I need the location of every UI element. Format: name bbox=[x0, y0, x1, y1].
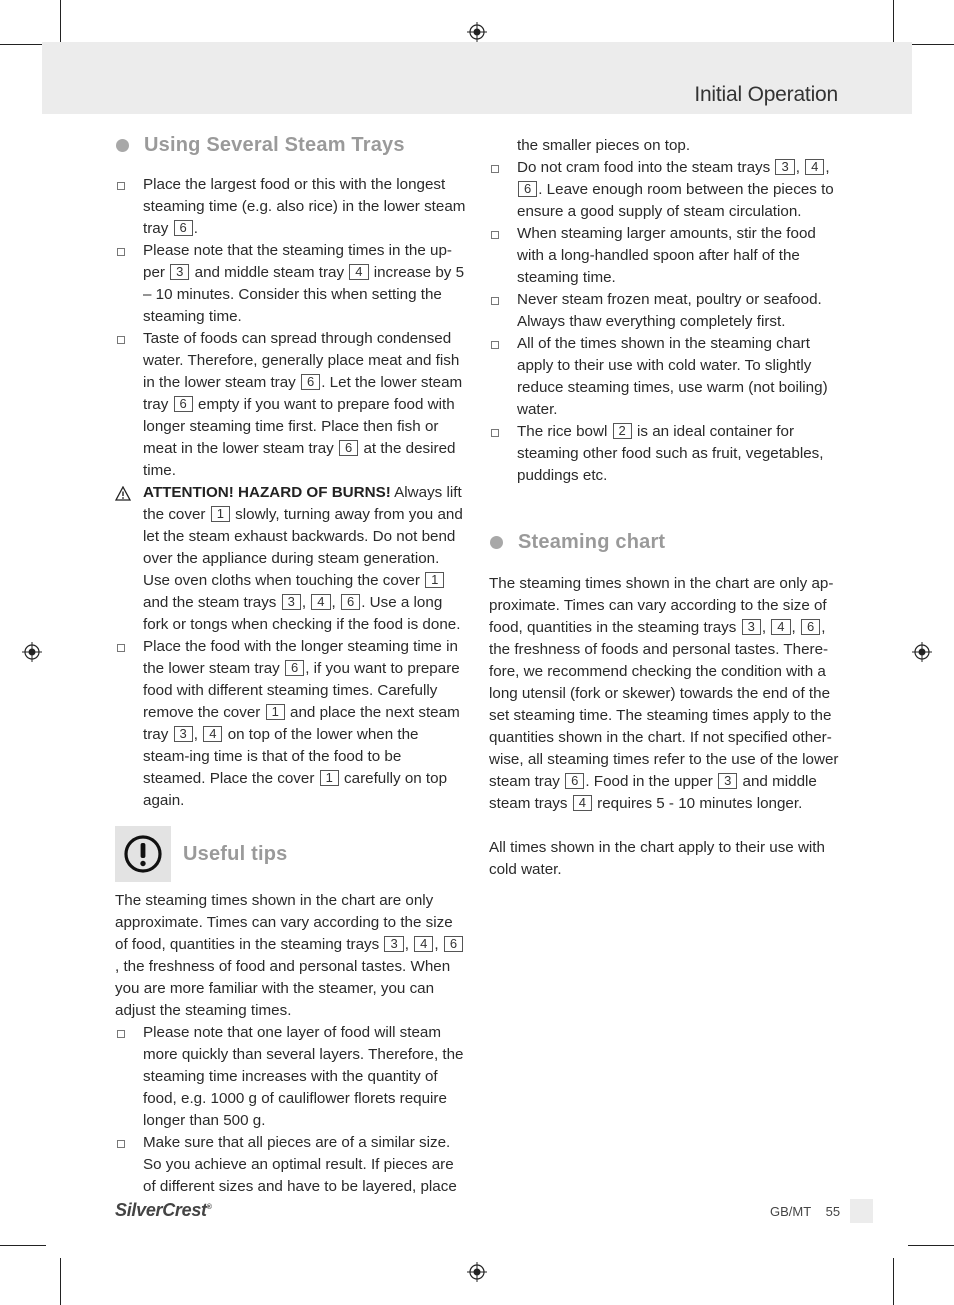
text-run: and the steam trays bbox=[143, 594, 281, 611]
part-number-box: 3 bbox=[282, 594, 301, 610]
list-item bbox=[489, 289, 841, 333]
text-run: When steaming larger amounts, stir the food with a long-handled spoon after half of the steaming time. bbox=[517, 225, 816, 286]
text-run: requires 5 - 10 minutes longer. bbox=[592, 795, 803, 812]
list-item bbox=[115, 174, 467, 240]
left-column bbox=[115, 130, 467, 1198]
text-run: , bbox=[301, 594, 311, 611]
text-run: The rice bowl bbox=[517, 423, 612, 440]
text-run: , if you want to prepare food with different steaming times. Carefully remove the cover bbox=[143, 660, 460, 721]
text-run: , bbox=[193, 726, 203, 743]
checkbox-bullet-icon bbox=[117, 644, 125, 652]
part-number-box: 6 bbox=[301, 374, 320, 390]
text-run: , bbox=[434, 936, 443, 953]
text-run: and middle steam tray bbox=[190, 264, 349, 281]
part-number-box: 3 bbox=[384, 936, 403, 952]
text-run: Please note that one layer of food will steam more quickly than several layers. Therefore, the steaming time increases with the quantity of food, e.g. 1000 g of cauliflower florets require longer than 500 g. bbox=[143, 1024, 464, 1129]
list-item bbox=[115, 1022, 467, 1132]
footer-tab bbox=[850, 1199, 873, 1223]
tips-heading bbox=[115, 826, 467, 882]
registration-mark-icon bbox=[912, 642, 932, 662]
section-title: Steaming chart bbox=[518, 531, 666, 553]
text-run: slowly, turning away from you and let the steam exhaust backwards. Do not bend over the appliance during steam generation. Use oven cloths when touching the cover bbox=[143, 506, 463, 589]
part-number-box: 6 bbox=[174, 220, 193, 236]
brand-name: SilverCrest bbox=[115, 1200, 207, 1220]
list-item bbox=[489, 333, 841, 421]
part-number-box: 2 bbox=[613, 423, 632, 439]
text-run: at the desired time. bbox=[143, 440, 456, 479]
right-column bbox=[489, 135, 841, 881]
bullet-dot-icon bbox=[116, 139, 129, 152]
text-run: Do not cram food into the steam trays bbox=[517, 159, 775, 176]
cold-water-paragraph: All times shown in the chart apply to their use with cold water. bbox=[489, 839, 825, 878]
text-run: , the freshness of foods and personal tastes. There-fore, we recommend checking the condition with a long utensil (fork or skewer) towards the end of the set steaming time. The steaming times apply to the quantities shown in the chart. If not specified other-wise, all steaming times refer to the use of the lower steam tray bbox=[489, 619, 839, 790]
section-heading bbox=[489, 527, 841, 557]
text-run: . Let the lower steam tray bbox=[143, 374, 463, 413]
text-run: All of the times shown in the steaming chart apply to their use with cold water. To slightly reduce steaming times, use warm (not boiling) water. bbox=[517, 335, 828, 418]
text-run: The steaming times shown in the chart are only ap-proximate. Times can vary according to the size of food, quantities in the steaming trays bbox=[489, 575, 834, 636]
part-number-box: 6 bbox=[285, 660, 304, 676]
list-item bbox=[489, 421, 841, 487]
text-run: increase by 5 – 10 minutes. Consider this when setting the steaming time. bbox=[143, 264, 465, 325]
text-run: , bbox=[825, 159, 830, 176]
checkbox-bullet-icon bbox=[117, 1030, 125, 1038]
crop-mark bbox=[893, 1258, 894, 1305]
text-run: , bbox=[791, 619, 800, 636]
section-heading bbox=[115, 130, 467, 160]
tips-intro bbox=[115, 890, 467, 1022]
part-number-box: 1 bbox=[425, 572, 444, 588]
text-run: , bbox=[795, 159, 805, 176]
part-number-box: 3 bbox=[742, 619, 761, 635]
crop-mark bbox=[60, 1258, 61, 1305]
registration-mark-icon bbox=[22, 642, 42, 662]
bullet-dot-icon bbox=[490, 536, 503, 549]
text-run: Please note that the steaming times in the up-per bbox=[143, 242, 452, 281]
text-run: , bbox=[331, 594, 340, 611]
text-run: carefully on top again. bbox=[143, 770, 448, 809]
part-number-box: 3 bbox=[170, 264, 189, 280]
text-run: Always lift the cover bbox=[143, 484, 462, 523]
page-number: 55 bbox=[825, 1204, 841, 1219]
checkbox-bullet-icon bbox=[491, 297, 499, 305]
part-number-box: 3 bbox=[718, 773, 737, 789]
tips-title: Useful tips bbox=[183, 843, 288, 865]
part-number-box: 6 bbox=[444, 936, 463, 952]
list-item bbox=[115, 1132, 467, 1198]
part-number-box: 4 bbox=[311, 594, 330, 610]
tips-list bbox=[115, 1022, 467, 1198]
locale-label: GB/MT bbox=[770, 1204, 812, 1219]
crop-mark bbox=[60, 0, 61, 46]
part-number-box: 6 bbox=[339, 440, 358, 456]
part-number-box: 6 bbox=[565, 773, 584, 789]
text-run: . Leave enough room between the pieces to ensure a good supply of steam circulation. bbox=[517, 181, 834, 220]
part-number-box: 4 bbox=[771, 619, 790, 635]
text-run: and place the next steam tray bbox=[143, 704, 460, 743]
registration-mark-icon bbox=[467, 1262, 487, 1282]
checkbox-bullet-icon bbox=[117, 1140, 125, 1148]
checkbox-bullet-icon bbox=[491, 429, 499, 437]
part-number-box: 1 bbox=[211, 506, 230, 522]
text-run: is an ideal container for steaming other food such as fruit, vegetables, puddings etc. bbox=[517, 423, 824, 484]
text-run: Place the food with the longer steaming time in the lower steam tray bbox=[143, 638, 458, 677]
checkbox-bullet-icon bbox=[117, 336, 125, 344]
part-number-box: 3 bbox=[775, 159, 794, 175]
list-item bbox=[115, 240, 467, 328]
text-run: Make sure that all pieces are of a similar size. So you achieve an optimal result. If pieces are of different sizes and have to be layered, place bbox=[143, 1134, 457, 1195]
page-footer bbox=[770, 1204, 840, 1219]
text-run: The steaming times shown in the chart are only approximate. Times can vary according to the size of food, quantities in the steaming trays bbox=[115, 892, 453, 953]
list-item bbox=[115, 636, 467, 812]
section-title: Using Several Steam Trays bbox=[144, 134, 405, 156]
text-run: . Use a long fork or tongs when checking if the food is done. bbox=[143, 594, 461, 633]
text-run: . Food in the upper bbox=[585, 773, 718, 790]
text-run: . bbox=[193, 220, 199, 237]
part-number-box: 6 bbox=[518, 181, 537, 197]
page-title: Initial Operation bbox=[694, 83, 838, 106]
part-number-box: 4 bbox=[414, 936, 433, 952]
registration-mark-icon bbox=[467, 22, 487, 42]
trademark-symbol: ® bbox=[206, 1204, 212, 1211]
text-run: , bbox=[761, 619, 771, 636]
part-number-box: 4 bbox=[349, 264, 368, 280]
text-run: on top of the lower when the steam-ing time is that of the food to be steamed. Place the cover bbox=[143, 726, 419, 787]
part-number-box: 1 bbox=[320, 770, 339, 786]
text-run: and middle steam trays bbox=[489, 773, 817, 812]
warning-triangle-icon bbox=[115, 486, 131, 501]
text-run: empty if you want to prepare food with longer steaming time first. Place then fish or meat in the lower steam tray bbox=[143, 396, 455, 457]
crop-mark bbox=[893, 0, 894, 46]
part-number-box: 3 bbox=[174, 726, 193, 742]
text-run: , the freshness of food and personal tastes. When you are more familiar with the steamer, you can adjust the steaming times. bbox=[115, 958, 451, 1019]
list-item bbox=[489, 223, 841, 289]
text-run: Place the largest food or this with the longest steaming time (e.g. also rice) in the lower steam tray bbox=[143, 176, 466, 237]
crop-mark bbox=[0, 44, 46, 45]
warning-item bbox=[115, 482, 467, 636]
brand-logo bbox=[115, 1200, 212, 1221]
part-number-box: 4 bbox=[573, 795, 592, 811]
exclamation-icon bbox=[115, 826, 171, 882]
crop-mark bbox=[0, 1245, 46, 1246]
part-number-box: 4 bbox=[805, 159, 824, 175]
steam-trays-list bbox=[115, 174, 467, 812]
part-number-box: 1 bbox=[266, 704, 285, 720]
checkbox-bullet-icon bbox=[117, 182, 125, 190]
warning-title: ATTENTION! HAZARD OF BURNS! bbox=[143, 484, 391, 501]
part-number-box: 4 bbox=[203, 726, 222, 742]
crop-mark bbox=[908, 1245, 954, 1246]
text-run: , bbox=[404, 936, 414, 953]
continued-text: the smaller pieces on top. bbox=[517, 137, 691, 154]
checkbox-bullet-icon bbox=[491, 231, 499, 239]
list-item bbox=[489, 157, 841, 223]
text-run: Taste of foods can spread through condensed water. Therefore, generally place meat and fish in the lower steam tray bbox=[143, 330, 460, 391]
right-list bbox=[489, 157, 841, 487]
list-item bbox=[115, 328, 467, 482]
part-number-box: 6 bbox=[341, 594, 360, 610]
checkbox-bullet-icon bbox=[491, 341, 499, 349]
steaming-chart-paragraph bbox=[489, 573, 841, 815]
checkbox-bullet-icon bbox=[117, 248, 125, 256]
checkbox-bullet-icon bbox=[491, 165, 499, 173]
part-number-box: 6 bbox=[801, 619, 820, 635]
part-number-box: 6 bbox=[174, 396, 193, 412]
crop-mark bbox=[908, 44, 954, 45]
text-run: Never steam frozen meat, poultry or seafood. Always thaw everything completely first. bbox=[517, 291, 822, 330]
